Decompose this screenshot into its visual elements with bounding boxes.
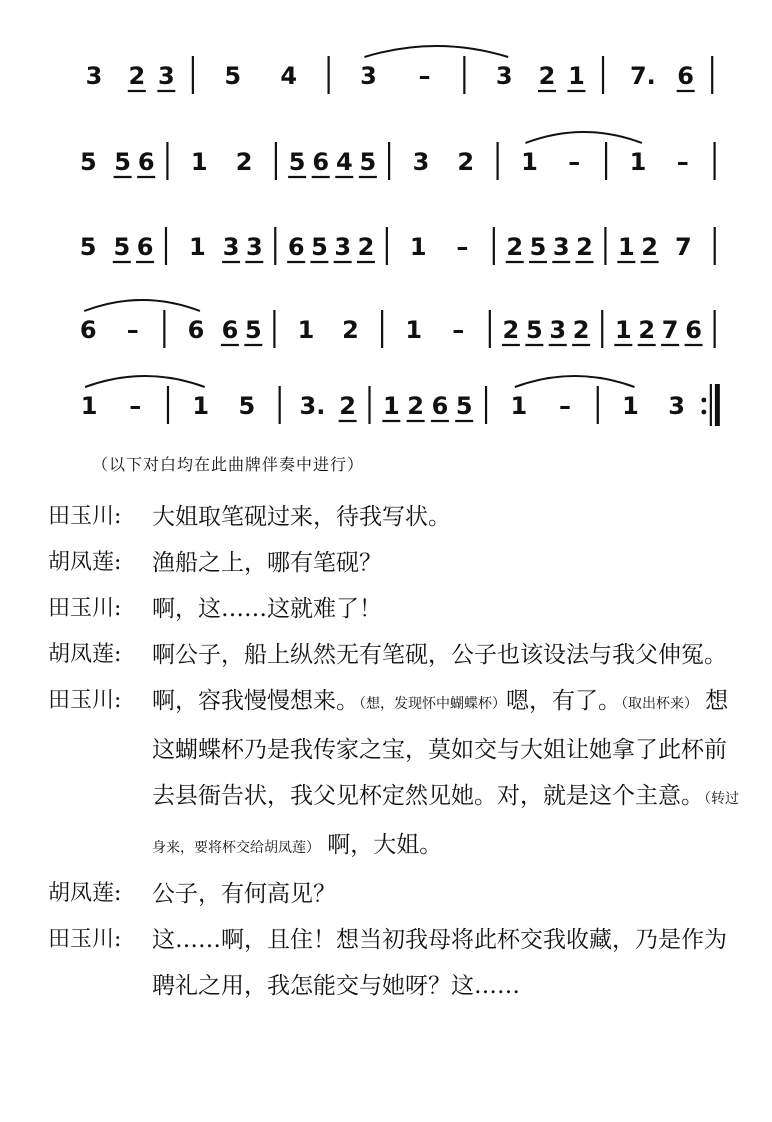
note: 3 [85, 62, 103, 90]
note: 2 [641, 233, 658, 261]
note: 1 [568, 62, 585, 90]
note: 5 [114, 148, 131, 176]
note: 3 [157, 62, 175, 90]
spoken-text: 啊，大姐。 [320, 832, 443, 858]
dialogue-line [48, 917, 748, 1009]
note: 2 [339, 392, 357, 420]
speaker-name: 田玉川: [48, 927, 122, 952]
hold-dash: – [676, 148, 689, 176]
note: 1 [192, 392, 210, 420]
note: 6 [137, 148, 155, 176]
spoken-text: 大姐取笔砚过来，待我写状。 [152, 504, 451, 530]
speaker-name: 胡凤莲: [48, 881, 122, 906]
note: 4 [335, 148, 353, 176]
note: 4 [280, 62, 298, 90]
hold-dash: – [456, 233, 469, 261]
dialogue-line [48, 540, 748, 586]
note: 5 [224, 62, 242, 90]
tie-arc [84, 300, 200, 311]
spoken-text: 啊，容我慢慢想来。 [152, 688, 359, 714]
note: 1 [617, 233, 635, 261]
spoken-text: 渔船之上，哪有笔砚？ [152, 550, 382, 576]
note: 2 [342, 316, 359, 344]
dialogue-line [48, 632, 748, 678]
note: 6 [187, 316, 205, 344]
note: 6 [312, 148, 330, 176]
note: 6 [431, 392, 449, 420]
note: 2 [235, 148, 253, 176]
note: 5 [311, 233, 328, 261]
note: 3 [245, 233, 263, 261]
dialogue-line [48, 678, 748, 871]
spoken-text: 想这蝴蝶杯乃是我传家之宝，莫如交与大姐让她拿了此杯前去县衙告状，我父见杯定然见她。对，就是这个主意。 [152, 688, 729, 809]
note: 5 [525, 316, 543, 344]
speech-text [148, 632, 748, 678]
note: 6 [136, 233, 154, 261]
note: 1 [80, 392, 98, 420]
tie-arc [85, 376, 205, 387]
spoken-text: 啊，这……这就难了！ [152, 596, 382, 622]
note: 1 [614, 316, 632, 344]
note: 2 [407, 392, 424, 420]
spoken-text: 这……啊，且住！想当初我母将此杯交我收藏，乃是作为聘礼之用，我怎能交与她呀？这…… [152, 927, 727, 999]
note: 2 [572, 316, 590, 344]
note: 5 [529, 233, 547, 261]
note: 5 [79, 233, 97, 261]
hold-dash: – [418, 62, 431, 90]
note: 5 [359, 148, 377, 176]
hold-dash: – [129, 392, 142, 420]
speech-text [148, 678, 748, 871]
note: 1 [297, 316, 315, 344]
spoken-text: 嗯，有了。 [506, 688, 621, 714]
repeat-dot [701, 398, 706, 403]
stage-direction: （想，发现怀中蝴蝶杯） [359, 696, 506, 712]
speech-text [148, 586, 748, 632]
hold-dash: – [452, 316, 465, 344]
note: 3 [360, 62, 377, 90]
note: 7. [629, 62, 656, 90]
note: 3. [299, 392, 326, 420]
dialogue-line [48, 586, 748, 632]
note: 6 [677, 62, 694, 90]
note: 6 [79, 316, 97, 344]
speaker-name: 田玉川: [48, 504, 122, 529]
numbered-notation-score [0, 0, 772, 445]
hold-dash: – [568, 148, 581, 176]
tie-arc [525, 132, 641, 143]
speech-text [148, 494, 748, 540]
stage-direction: （取出杯来） [621, 696, 698, 712]
note: 3 [412, 148, 430, 176]
speech-text [148, 540, 748, 586]
note: 7 [674, 233, 692, 261]
note: 1 [405, 316, 423, 344]
speaker-name: 胡凤莲: [48, 642, 122, 667]
note: 6 [221, 316, 239, 344]
note: 3 [334, 233, 352, 261]
note: 2 [506, 233, 524, 261]
note: 3 [549, 316, 567, 344]
note: 1 [190, 148, 208, 176]
note: 6 [287, 233, 305, 261]
note: 1 [622, 392, 639, 420]
stage-note: （以下对白均在此曲牌伴奏中进行） [92, 455, 365, 474]
speaker-name: 田玉川: [48, 596, 122, 621]
stage-direction: （转过身来，要将杯交给胡凤莲） [152, 791, 739, 856]
dialogue-line [48, 494, 748, 540]
note: 5 [80, 148, 97, 176]
repeat-dot [701, 410, 706, 415]
note: 5 [244, 316, 262, 344]
spoken-text: 啊公子，船上纵然无有笔砚，公子也该设法与我父伸冤。 [152, 642, 727, 668]
speaker-name: 胡凤莲: [48, 550, 122, 575]
note: 3 [552, 233, 570, 261]
note: 3 [668, 392, 686, 420]
note: 5 [113, 233, 131, 261]
hold-dash: – [558, 392, 571, 420]
note: 6 [685, 316, 702, 344]
note: 1 [409, 233, 427, 261]
note: 2 [128, 62, 146, 90]
note: 2 [457, 148, 475, 176]
note: 3 [495, 62, 513, 90]
tie-arc [515, 376, 635, 387]
spoken-text: 公子，有何高见？ [152, 881, 336, 907]
speaker-name: 田玉川: [48, 688, 122, 713]
note: 1 [510, 392, 528, 420]
note: 1 [629, 148, 647, 176]
note: 2 [576, 233, 593, 261]
note: 5 [455, 392, 473, 420]
note: 2 [538, 62, 556, 90]
note: 7 [661, 316, 679, 344]
dialogue-line [48, 871, 748, 917]
hold-dash: – [126, 316, 139, 344]
note: 5 [288, 148, 306, 176]
note: 1 [521, 148, 538, 176]
note: 2 [638, 316, 656, 344]
speech-text [148, 871, 748, 917]
note: 1 [189, 233, 206, 261]
dialogue-block [48, 494, 748, 1009]
note: 2 [357, 233, 375, 261]
tie-arc [364, 46, 508, 57]
note: 3 [222, 233, 240, 261]
note: 5 [238, 392, 256, 420]
repeat-end-thick-bar [715, 384, 720, 426]
note: 1 [383, 392, 400, 420]
speech-text [148, 917, 748, 1009]
note: 2 [502, 316, 520, 344]
